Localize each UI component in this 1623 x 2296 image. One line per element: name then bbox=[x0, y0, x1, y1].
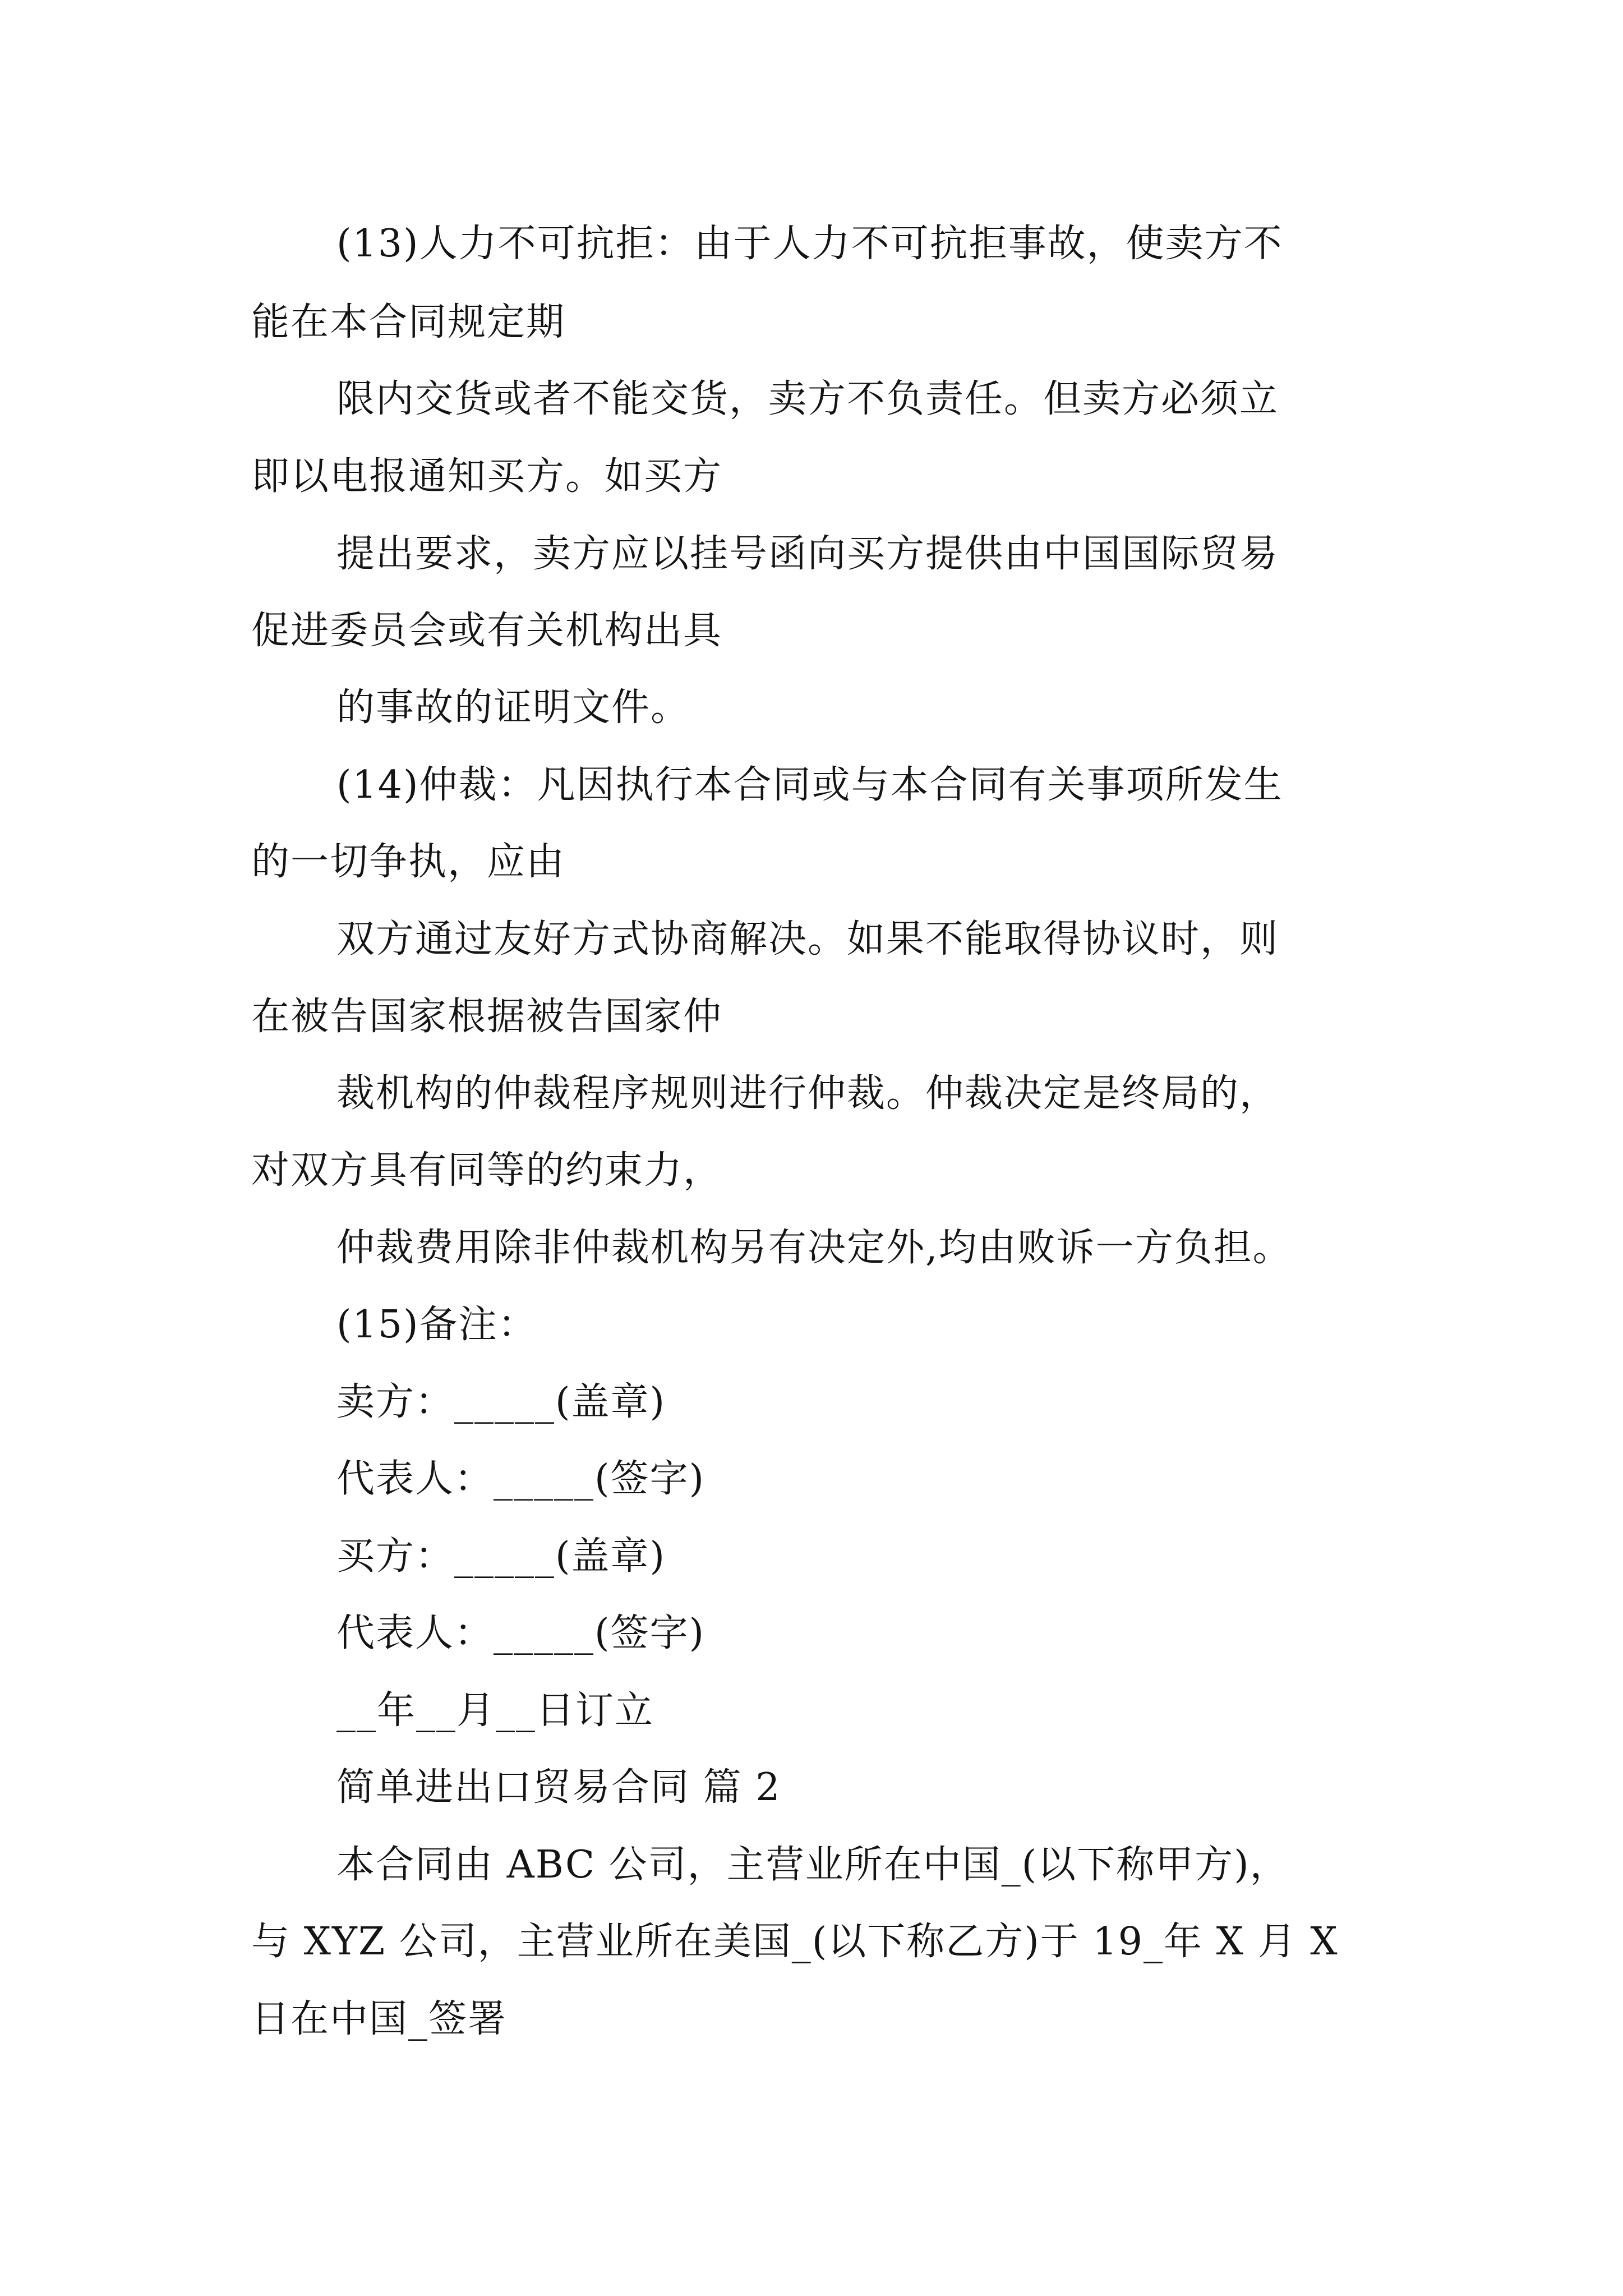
paragraph-line: 促进委员会或有关机构出具 bbox=[251, 609, 723, 653]
signature-line-seller-rep: 代表人：_____(签字) bbox=[336, 1457, 706, 1501]
paragraph-line: 的事故的证明文件。 bbox=[336, 685, 690, 730]
paragraph-line: 对双方具有同等的约束力， bbox=[251, 1148, 723, 1193]
paragraph-line: 在被告国家根据被告国家仲 bbox=[251, 995, 723, 1039]
date-line: __年__月__日订立 bbox=[336, 1688, 654, 1733]
signature-line-buyer-rep: 代表人：_____(签字) bbox=[336, 1611, 706, 1655]
paragraph-line: 仲裁费用除非仲裁机构另有决定外,均由败诉一方负担。 bbox=[336, 1226, 1292, 1270]
paragraph-line: 与 XYZ 公司，主营业所在美国_(以下称乙方)于 19_年 X 月 X bbox=[251, 1920, 1339, 1964]
paragraph-line: 双方通过友好方式协商解决。如果不能取得协议时，则 bbox=[336, 917, 1279, 961]
section-title: 简单进出口贸易合同 篇 2 bbox=[336, 1765, 781, 1810]
paragraph-line: 限内交货或者不能交货，卖方不负责任。但卖方必须立 bbox=[336, 377, 1279, 421]
signature-line-buyer: 买方：_____(盖章) bbox=[336, 1534, 666, 1579]
paragraph-line: 能在本合同规定期 bbox=[251, 300, 566, 344]
signature-line-seller: 卖方：_____(盖章) bbox=[336, 1380, 666, 1424]
paragraph-line: 日在中国_签署 bbox=[251, 1997, 508, 2041]
paragraph-line: 即以电报通知买方。如买方 bbox=[251, 454, 723, 499]
paragraph-line: (13)人力不可抗拒：由于人力不可抗拒事故，使卖方不 bbox=[336, 222, 1283, 266]
paragraph-line: 裁机构的仲裁程序规则进行仲裁。仲裁决定是终局的， bbox=[336, 1071, 1279, 1116]
paragraph-line: 的一切争执，应由 bbox=[251, 840, 566, 884]
paragraph-line: 提出要求，卖方应以挂号函向买方提供由中国国际贸易 bbox=[336, 532, 1279, 576]
section-heading: (15)备注： bbox=[336, 1303, 537, 1347]
paragraph-line: (14)仲裁：凡因执行本合同或与本合同有关事项所发生 bbox=[336, 763, 1283, 807]
paragraph-line: 本合同由 ABC 公司，主营业所在中国_(以下称甲方)， bbox=[336, 1843, 1289, 1887]
